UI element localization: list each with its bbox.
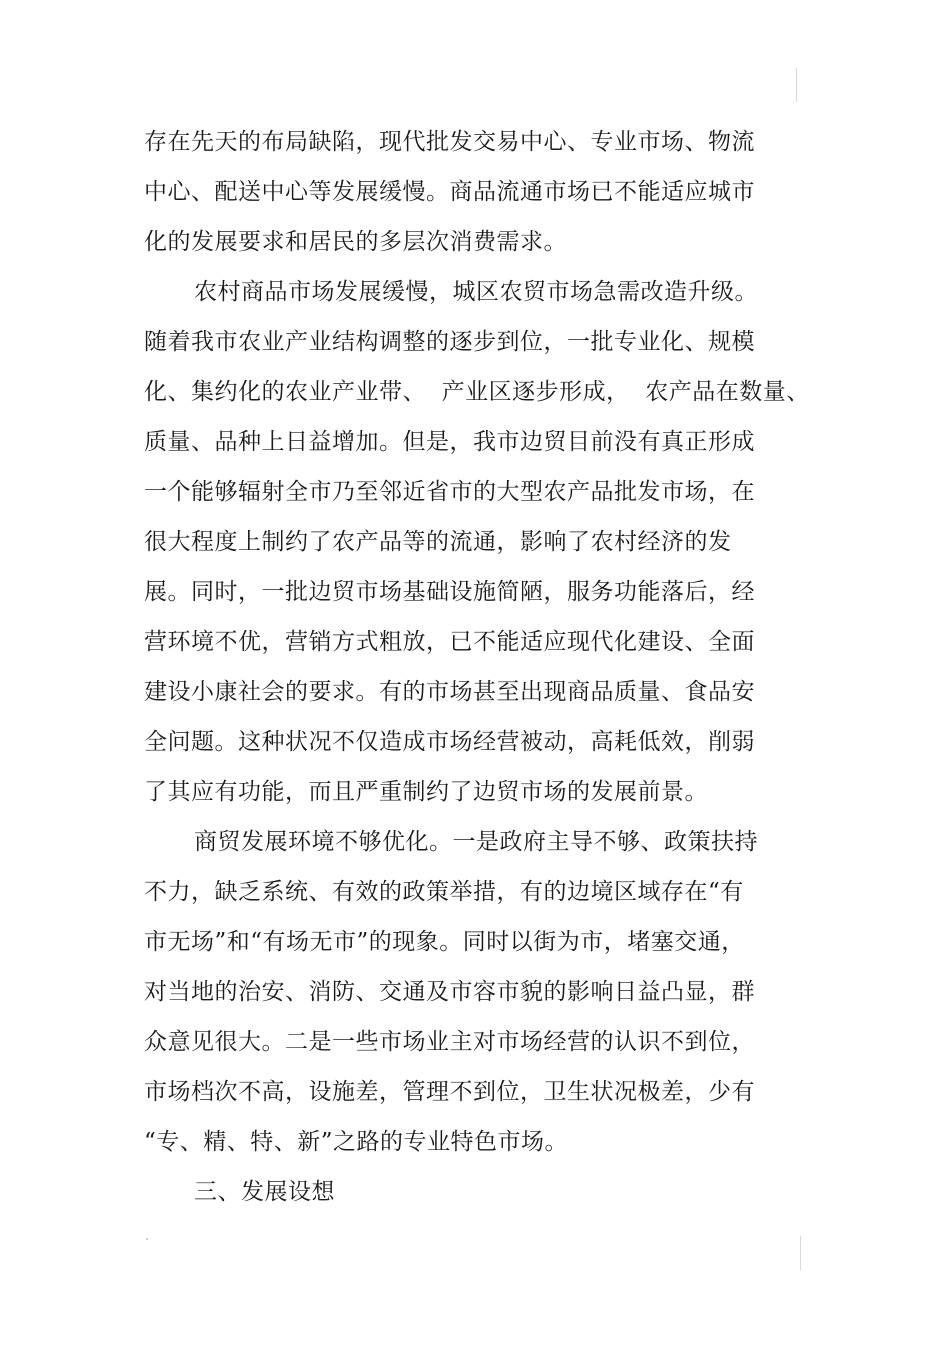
text-line-2: 中心、配送中心等发展缓慢。商品流通市场已不能适应城市 [144, 179, 755, 205]
text-line-6: 化、集约化的农业产业带、 产业区逐步形成， 农产品在数量、 [144, 379, 810, 405]
text-line-17: 市无场”和“有场无市”的现象。同时以街为市，堵塞交通， [144, 929, 745, 955]
text-line-18: 对当地的治安、消防、交通及市容市貌的影响日益凸显，群 [144, 979, 755, 1005]
text-line-11: 营环境不优，营销方式粗放，已不能适应现代化建设、全面 [144, 629, 755, 655]
page-corner-mark [146, 1238, 148, 1240]
page-edge-mark-bottom [800, 1236, 801, 1270]
text-line-1: 存在先天的布局缺陷，现代批发交易中心、专业市场、物流 [144, 129, 755, 155]
text-line-19: 众意见很大。二是一些市场业主对市场经营的认识不到位， [144, 1029, 755, 1055]
paragraph-3-first-line: 商贸发展环境不够优化。一是政府主导不够、政策扶持 [194, 829, 758, 855]
text-line-10: 展。同时，一批边贸市场基础设施简陋，服务功能落后，经 [144, 579, 755, 605]
text-line-7: 质量、品种上日益增加。但是，我市边贸目前没有真正形成 [144, 429, 755, 455]
text-line-12: 建设小康社会的要求。有的市场甚至出现商品质量、食品安 [144, 679, 755, 705]
text-line-8: 一个能够辐射全市乃至邻近省市的大型农产品批发市场，在 [144, 479, 755, 505]
text-line-21: “专、精、特、新”之路的专业特色市场。 [144, 1129, 569, 1155]
text-line-9: 很大程度上制约了农产品等的流通，影响了农村经济的发 [144, 529, 732, 555]
text-line-14: 了其应有功能，而且严重制约了边贸市场的发展前景。 [144, 779, 708, 805]
paragraph-2-first-line: 农村商品市场发展缓慢，城区农贸市场急需改造升级。 [194, 279, 758, 305]
text-line-5: 随着我市农业产业结构调整的逐步到位，一批专业化、规模 [144, 329, 755, 355]
page-edge-mark-top [796, 68, 797, 102]
text-line-13: 全问题。这种状况不仅造成市场经营被动，高耗低效，削弱 [144, 729, 755, 755]
section-heading: 三、发展设想 [194, 1179, 335, 1205]
text-line-3: 化的发展要求和居民的多层次消费需求。 [144, 229, 567, 255]
text-line-16: 不力，缺乏系统、有效的政策举措，有的边境区域存在“有 [144, 879, 744, 905]
text-line-20: 市场档次不高，设施差，管理不到位，卫生状况极差，少有 [144, 1079, 755, 1105]
